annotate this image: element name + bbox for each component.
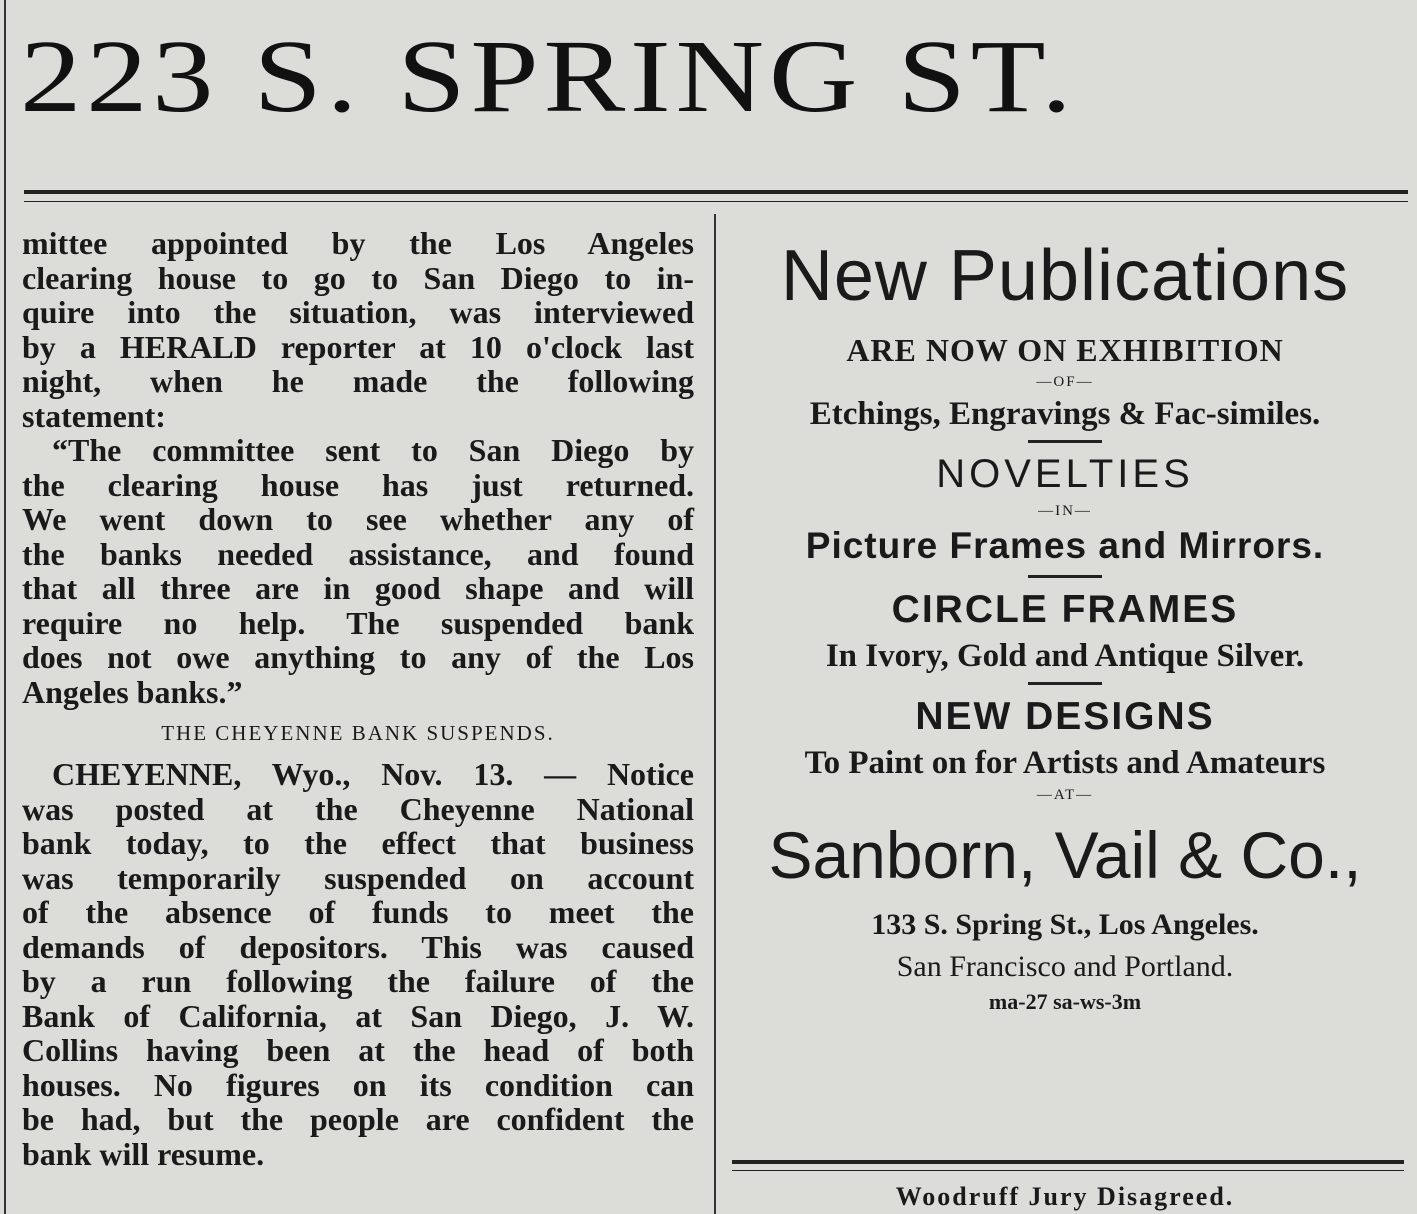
ad-ivory-line: In Ivory, Gold and Antique Silver. (825, 638, 1305, 674)
ad-dash-rule (1028, 440, 1102, 443)
news-article (22, 226, 694, 1171)
article-line: “The committee sent to San Diego by (52, 432, 694, 468)
ad-subtitle: ARE NOW ON EXHIBITION (846, 332, 1284, 368)
article-line: bank today, to the effect that business (22, 825, 694, 861)
ad-etchings-line: Etchings, Engravings & Fac-similes. (809, 396, 1321, 432)
ad-frames-line: Picture Frames and Mirrors. (805, 525, 1325, 566)
ad-address: 133 S. Spring St., Los Angeles. (871, 908, 1259, 941)
article-line: Bank of California, at San Diego, J. W. (22, 997, 694, 1034)
article-line: night, when he made the following (22, 363, 694, 399)
article-line: that all three are in good shape and will (22, 570, 694, 606)
article-paragraph-clearing-house (22, 226, 694, 709)
article-line: We went down to see whether any of (22, 501, 694, 537)
ad-new-designs-heading: NEW DESIGNS (915, 695, 1215, 738)
column-divider (714, 214, 716, 1214)
article-line: Collins having been at the head of both (22, 1032, 694, 1068)
ad-novelties-heading: NOVELTIES (936, 452, 1194, 496)
next-article-headline: Woodruff Jury Disagreed. (895, 1182, 1235, 1211)
article-line: mittee appointed by the Los Angeles (22, 225, 694, 261)
article-line: clearing house to go to San Diego to in- (22, 259, 694, 296)
article-line: quire into the situation, was interviewed (22, 294, 694, 330)
ad-dash-rule (1028, 575, 1102, 578)
article-line: demands of depositors. This was caused (22, 928, 694, 965)
ad-paint-line: To Paint on for Artists and Amateurs (804, 745, 1326, 781)
article-line: bank will resume. (22, 1135, 265, 1172)
article-line: CHEYENNE, Wyo., Nov. 13. — Notice (52, 756, 694, 792)
banner-rule-thin (24, 201, 1408, 202)
page-edge-rule (4, 0, 6, 1214)
article-line: statement: (22, 397, 166, 434)
ad-circle-frames-heading: CIRCLE FRAMES (891, 588, 1239, 631)
article-line: Angeles banks.” (22, 673, 243, 710)
article-line: was posted at the Cheyenne National (22, 790, 694, 827)
ad-branch-cities: San Francisco and Portland. (896, 950, 1234, 983)
banner-rule-thick (24, 190, 1408, 194)
article-line: houses. No figures on its condition can (22, 1066, 694, 1103)
ad-insertion-code: ma-27 sa-ws-3m (988, 989, 1142, 1014)
article-line: require no help. The suspended bank (22, 604, 694, 641)
article-line: by a run following the failure of the (22, 963, 694, 999)
article-line: the banks needed assistance, and found (22, 535, 694, 572)
article-line: of the absence of funds to meet the (22, 894, 694, 930)
article-line: by a HERALD reporter at 10 o'clock last (22, 328, 694, 365)
ad-title: New Publications (780, 236, 1350, 316)
sanborn-vail-advertisement (722, 222, 1408, 1017)
article-line: be had, but the people are confident the (22, 1101, 694, 1137)
article-paragraph-cheyenne (22, 757, 694, 1171)
ad-of-connector: —OF— (1036, 374, 1094, 390)
article-line: does not owe anything to any of the Los (22, 639, 694, 675)
ad-at-connector: —AT— (1036, 787, 1094, 803)
ad-in-connector: —IN— (1038, 503, 1092, 519)
article-line: was temporarily suspended on account (22, 859, 694, 896)
ad-dash-rule (1028, 682, 1102, 685)
advert-rule-thick (732, 1160, 1404, 1164)
article-line: the clearing house has just returned. (22, 466, 694, 503)
ad-firm-name: Sanborn, Vail & Co., (768, 818, 1362, 892)
article-subhead: THE CHEYENNE BANK SUSPENDS. (161, 721, 555, 745)
address-banner: 223 S. SPRING ST. (20, 19, 1077, 134)
advert-rule-thin (732, 1170, 1404, 1171)
